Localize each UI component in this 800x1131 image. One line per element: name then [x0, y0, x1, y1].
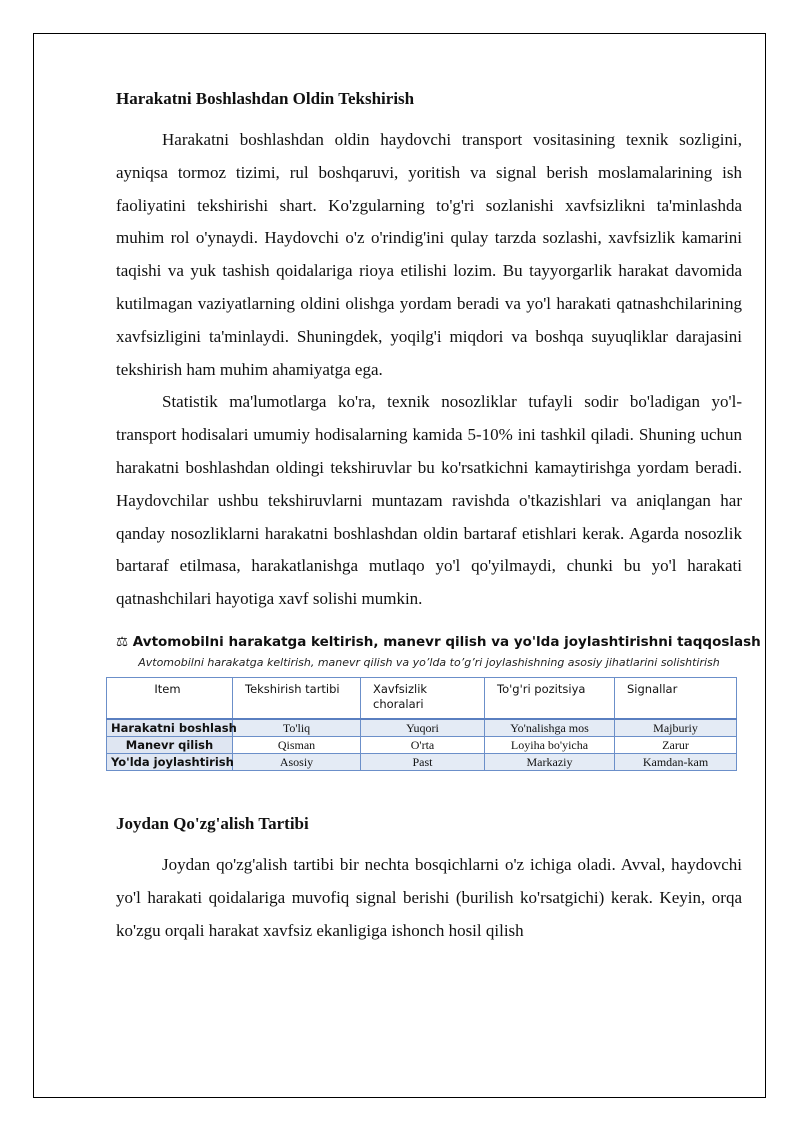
table-header-cell: Item: [107, 677, 233, 719]
table-cell: Markaziy: [485, 753, 615, 770]
table-cell: O'rta: [361, 736, 485, 753]
paragraph: Statistik ma'lumotlarga ko'ra, texnik nosozliklar tufayli sodir bo'ladigan yo'l-transport hodisalari umumiy hodisalarning kamida 5-10% ini tashkil qiladi. Shuning uchun harakatni boshlashdan oldingi tekshiruvlar bu ko'rsatkichni kamaytirishga yordam beradi. Haydovchilar ushbu tekshiruvlarni muntazam ravishda o'tkazishlari va aniqlangan har qanday nosozliklarni harakatni boshlashdan oldin bartaraf etishlari kerak. Agarda nosozlik bartaraf etilmasa, harakatlanishga mutlaqo yo'l qo'yilmaydi, chunki bu yo'l harakati qatnashchilari hayotiga xavf solishi mumkin.: [116, 392, 742, 609]
table-row-header: Manevr qilish: [107, 736, 233, 753]
table-cell: Zarur: [615, 736, 737, 753]
comparison-table: [106, 677, 737, 771]
table-header-row: [107, 677, 737, 719]
table-title: ⚖ Avtomobilni harakatga keltirish, manevr qilish va yo'lda joylashtirishni taqqoslash: [116, 633, 761, 650]
table-cell: Past: [361, 753, 485, 770]
table-subtitle: Avtomobilni harakatga keltirish, manevr qilish va yo’lda to’g’ri joylashishning asosiy jihatlarini solishtirish: [138, 655, 720, 669]
table-cell: Loyiha bo'yicha: [485, 736, 615, 753]
table-row: [107, 736, 737, 753]
table-row: [107, 719, 737, 737]
table-row: [107, 753, 737, 770]
table-header-cell: Xavfsizlik choralari: [361, 677, 485, 719]
section-heading-departure-procedure: Joydan Qo'zg'alish Tartibi: [116, 813, 309, 833]
table-cell: Qisman: [233, 736, 361, 753]
table-header-cell: Signallar: [615, 677, 737, 719]
paragraph: Harakatni boshlashdan oldin haydovchi transport vositasining texnik sozligini, ayniqsa tormoz tizimi, rul boshqaruvi, yoritish va signal berish moslamalarining ish faoliyatini tekshirishi shart. Ko'zgularning to'g'ri sozlanishi xavfsizlikni ta'minlashda muhim rol o'ynaydi. Haydovchi o'z o'rindig'ini qulay tarzda sozlashi, xavfsizlik kamarini taqishi va yuk tashish qoidalariga rioya etilishi lozim. Bu tayyorgarlik harakat davomida kutilmagan vaziyatlarning oldini olishga yordam beradi va yo'l harakati qatnashchilarining xavfsizligini ta'minlaydi. Shuningdek, yoqilg'i miqdori va boshqa suyuqliklar darajasini tekshirish ham muhim ahamiyatga ega.: [116, 130, 742, 379]
document-body: [111, 86, 761, 947]
table-cell: To'liq: [233, 719, 361, 737]
table-cell: Yuqori: [361, 719, 485, 737]
paragraph: Joydan qo'zg'alish tartibi bir nechta bosqichlarni o'z ichiga oladi. Avval, haydovchi yo'l harakati qoidalariga muvofiq signal berishi (burilish ko'rsatgichi) kerak. Keyin, orqa ko'zgu orqali harakat xavfsiz ekanligiga ishonch hosil qilish: [116, 854, 742, 940]
table-cell: Kamdan-kam: [615, 753, 737, 770]
table-header-cell: Tekshirish tartibi: [233, 677, 361, 719]
section-heading-pre-start-check: Harakatni Boshlashdan Oldin Tekshirish: [116, 89, 415, 108]
table-cell: Asosiy: [233, 753, 361, 770]
table-cell: Majburiy: [615, 719, 737, 737]
table-row-header: Harakatni boshlash: [107, 719, 233, 737]
table-row-header: Yo'lda joylashtirish: [107, 753, 233, 770]
table-header-cell: To'g'ri pozitsiya: [485, 677, 615, 719]
table-cell: Yo'nalishga mos: [485, 719, 615, 737]
